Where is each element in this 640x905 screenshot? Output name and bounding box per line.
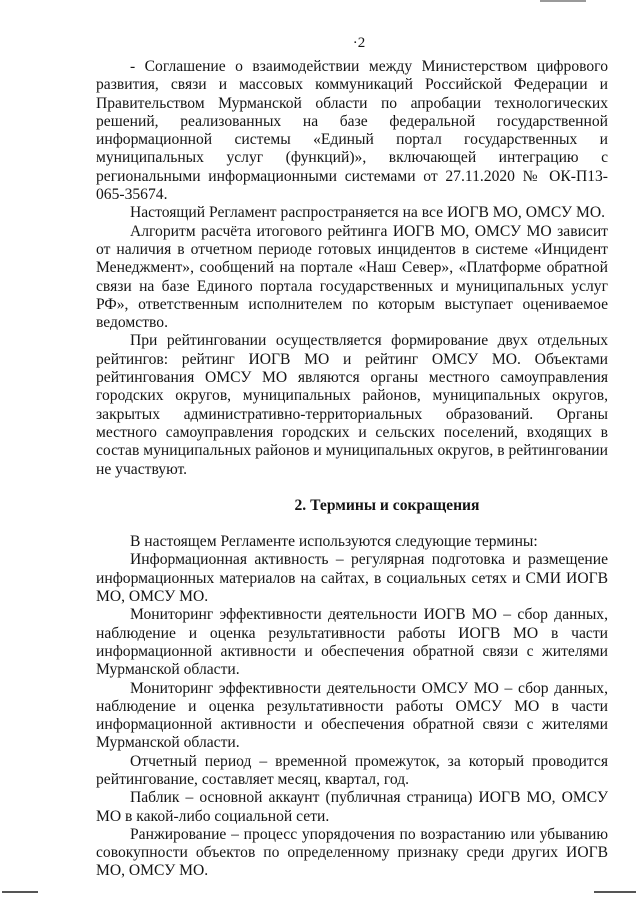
- scan-edge-mark-top: [540, 0, 586, 2]
- paragraph-rating-objects: При рейтинговании осуществляется формирование двух отдельных рейтингов: рейтинг ИОГВ МО и рейтинг ОМСУ МО. Объектами рейтингования ОМСУ МО являются органы местного самоуправления городских округов, муниципальных районов, муниципальных округов, закрытых административно-территориальных образований. Органы местного самоуправления городских и сельских поселений, входящих в состав муниципальных районов и муниципальных округов, в рейтинговании не участвуют.: [96, 332, 608, 478]
- term-public-page: Паблик – основной аккаунт (публичная страница) ИОГВ МО, ОМСУ МО в какой-либо социальной сети.: [96, 789, 608, 825]
- paragraph-agreement: - Соглашение о взаимодействии между Министерством цифрового развития, связи и массовых коммуникаций Российской Федерации и Правительством Мурманской области по апробации технологических решений, реализованных на базе федеральной государственной информационной системы «Единый портал государственных и муниципальных услуг (функций)», включающей интеграцию с региональными информационными системами от 27.11.2020 № ОК-П13-065-35674.: [96, 58, 608, 204]
- document-page: [96, 34, 608, 881]
- paragraph-terms-intro: В настоящем Регламенте используются следующие термины:: [130, 533, 538, 551]
- paragraph-algorithm: Алгоритм расчёта итогового рейтинга ИОГВ МО, ОМСУ МО зависит от наличия в отчетном периоде готовых инцидентов в системе «Инцидент Менеджмент», сообщений на портале «Наш Север», «Платформе обратной связи на базе Единого портала государственных и муниципальных услуг РФ», ответственным исполнителем по которым выступает оцениваемое ведомство.: [96, 222, 608, 332]
- paragraph-scope: Настоящий Регламент распространяется на все ИОГВ МО, ОМСУ МО.: [130, 204, 605, 222]
- term-ranking: Ранжирование – процесс упорядочения по возрастанию или убыванию совокупности объектов по определенному признаку среди других ИОГВ МО, ОМСУ МО.: [96, 825, 608, 880]
- term-information-activity: Информационная активность – регулярная подготовка и размещение информационных материалов на сайтах, в социальных сетях и СМИ ИОГВ МО, ОМСУ МО.: [96, 551, 608, 606]
- section-heading: 2. Термины и сокращения: [294, 496, 480, 514]
- scan-edge-mark-bottom-left: [2, 891, 38, 893]
- spacer: [96, 479, 608, 497]
- term-reporting-period: Отчетный период – временной промежуток, за который проводится рейтингование, составляет месяц, квартал, год.: [96, 752, 608, 788]
- scan-edge-mark-bottom-right: [594, 891, 636, 893]
- page-number: ·2: [352, 35, 366, 51]
- term-monitoring-omsu: Мониторинг эффективности деятельности ОМСУ МО – сбор данных, наблюдение и оценка результативности работы ОМСУ МО в части информационной активности и обеспечения обратной связи с жителями Мурманской области.: [96, 679, 608, 752]
- term-monitoring-iogv: Мониторинг эффективности деятельности ИОГВ МО – сбор данных, наблюдение и оценка результативности работы ИОГВ МО в части информационной активности и обеспечения обратной связи с жителями Мурманской области.: [96, 606, 608, 679]
- spacer: [96, 515, 608, 533]
